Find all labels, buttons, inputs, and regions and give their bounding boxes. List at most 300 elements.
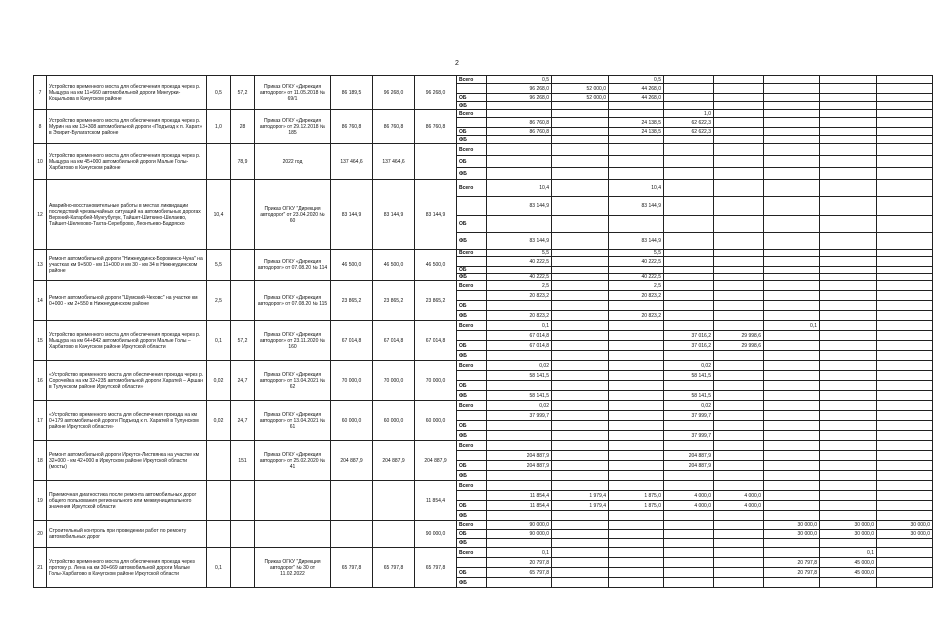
funding-cell	[714, 128, 764, 136]
row-number: 19	[34, 481, 47, 521]
funding-cell: 37 016,2	[664, 331, 714, 341]
funding-cell: 44 268,0	[609, 84, 664, 94]
funding-cell	[877, 511, 933, 521]
funding-cell	[764, 274, 820, 281]
funding-cell	[552, 274, 609, 281]
funding-cell	[487, 102, 552, 110]
funding-cell	[764, 110, 820, 118]
funding-source-label	[457, 451, 487, 461]
funding-cell	[820, 421, 877, 431]
funding-cell: 44 268,0	[609, 94, 664, 102]
area-value	[231, 250, 255, 281]
funding-cell	[764, 341, 820, 351]
object-description: Ремонт автомобильной дороги "Шумский-Чеховс" на участке км 0+000 - км 2+550 в Нижнеудинском районе	[47, 281, 207, 321]
funding-source-label: ОБ	[457, 501, 487, 511]
funding-source-label: ОБ	[457, 421, 487, 431]
funding-cell	[664, 136, 714, 144]
funding-cell	[487, 441, 552, 451]
funding-cell	[877, 250, 933, 257]
funding-cell	[764, 281, 820, 291]
funding-cell	[877, 311, 933, 321]
funding-cell	[664, 421, 714, 431]
funding-source-label: ФБ	[457, 471, 487, 481]
funding-source-label: ОБ	[457, 267, 487, 274]
funding-source-label: Всего	[457, 548, 487, 558]
row-number: 15	[34, 321, 47, 361]
funding-cell	[664, 291, 714, 301]
funding-source-label: Всего	[457, 321, 487, 331]
funding-cell	[609, 391, 664, 401]
funding-cell	[820, 451, 877, 461]
funding-cell	[764, 144, 820, 156]
funding-cell	[552, 168, 609, 180]
funding-cell: 204 887,9	[487, 451, 552, 461]
funding-cell	[764, 361, 820, 371]
funding-cell	[609, 568, 664, 578]
funding-source-label: ОБ	[457, 530, 487, 539]
funding-cell	[552, 351, 609, 361]
funding-cell	[764, 94, 820, 102]
funding-cell	[609, 144, 664, 156]
funding-source-label: ОБ	[457, 94, 487, 102]
total-cost: 86 760,8	[415, 110, 457, 144]
funding-cell	[714, 351, 764, 361]
table-row	[34, 281, 933, 291]
funding-cell	[877, 411, 933, 421]
funding-cell	[764, 233, 820, 250]
funding-cell	[714, 371, 764, 381]
funding-cell	[552, 233, 609, 250]
contract-cost: 204 887,9	[373, 441, 415, 481]
funding-source-label: Всего	[457, 250, 487, 257]
funding-cell	[820, 441, 877, 451]
funding-cell	[714, 267, 764, 274]
funding-cell	[487, 381, 552, 391]
funding-cell: 4 000,0	[664, 491, 714, 501]
funding-cell	[764, 301, 820, 311]
funding-cell	[877, 558, 933, 568]
funding-cell	[877, 491, 933, 501]
funding-cell	[714, 274, 764, 281]
funding-source-label: ФБ	[457, 431, 487, 441]
funding-cell	[609, 168, 664, 180]
funding-cell	[877, 197, 933, 216]
funding-cell	[664, 471, 714, 481]
funding-cell: 90 000,0	[487, 530, 552, 539]
funding-cell	[877, 216, 933, 233]
row-number: 7	[34, 76, 47, 110]
area-value	[231, 180, 255, 250]
funding-cell: 4 000,0	[714, 491, 764, 501]
area-value: 24,7	[231, 361, 255, 401]
funding-cell	[609, 267, 664, 274]
funding-cell	[714, 411, 764, 421]
object-description: Устройство временного моста для обеспечения проезда через р. Мыщура на км 45+000 автомобильной дороги Малые Голы-Харбатово в Качугском районе	[47, 144, 207, 180]
object-description: Устройство временного моста для обеспечения проезда через р. Мыщура на км 64+842 автомобильной дороги Малые Голы – Харбатово в Качугском районе Иркутской области	[47, 321, 207, 361]
funding-source-label	[457, 331, 487, 341]
funding-cell	[664, 94, 714, 102]
funding-cell	[664, 301, 714, 311]
funding-cell	[764, 118, 820, 128]
contract-cost: 67 014,8	[373, 321, 415, 361]
funding-cell	[487, 421, 552, 431]
funding-source-label: ФБ	[457, 391, 487, 401]
funding-cell	[877, 110, 933, 118]
funding-cell	[664, 441, 714, 451]
funding-cell	[877, 361, 933, 371]
funding-cell	[714, 136, 764, 144]
approval-document: Приказ ОГКУ «Дирекция автодорог» от 25.02.2020 № 41	[255, 441, 331, 481]
funding-cell	[877, 301, 933, 311]
row-number: 10	[34, 144, 47, 180]
funding-cell: 0,02	[664, 361, 714, 371]
funding-cell	[552, 578, 609, 588]
funding-cell	[877, 76, 933, 84]
funding-cell	[714, 156, 764, 168]
contract-cost: 23 865,2	[373, 281, 415, 321]
funding-cell	[764, 511, 820, 521]
contract-cost: 83 144,9	[373, 180, 415, 250]
funding-cell	[764, 411, 820, 421]
funding-cell	[552, 136, 609, 144]
funding-cell	[552, 511, 609, 521]
funding-cell: 0,5	[487, 76, 552, 84]
funding-cell: 0,1	[487, 321, 552, 331]
funding-source-label	[457, 118, 487, 128]
estimate-cost: 67 014,8	[331, 321, 373, 361]
approval-document: Приказ ОГКУ "Дирекция автодорог" № 30 от 11.02.2022	[255, 548, 331, 588]
area-value: 57,2	[231, 321, 255, 361]
funding-cell: 58 141,5	[487, 371, 552, 381]
funding-cell	[487, 301, 552, 311]
funding-source-label: Всего	[457, 361, 487, 371]
funding-cell	[552, 361, 609, 371]
funding-cell	[552, 568, 609, 578]
funding-cell	[714, 548, 764, 558]
object-description: Устройство временного моста для обеспечения проезда через р. Мурин на км 13+308 автомобильной дороги «Подъезд к п. Харат» в Эхирит-Булагатском районе	[47, 110, 207, 144]
funding-cell	[609, 451, 664, 461]
funding-cell	[609, 102, 664, 110]
funding-cell	[877, 128, 933, 136]
funding-cell	[714, 558, 764, 568]
funding-cell	[714, 511, 764, 521]
funding-cell	[877, 501, 933, 511]
funding-cell	[764, 197, 820, 216]
funding-cell	[609, 539, 664, 548]
funding-cell	[664, 250, 714, 257]
funding-cell	[552, 250, 609, 257]
approval-document: Приказ ОГКУ "Дирекция автодорог" от 23.04.2020 № 60	[255, 180, 331, 250]
funding-cell: 37 999,7	[664, 411, 714, 421]
area-value: 151	[231, 441, 255, 481]
funding-cell: 40 222,5	[609, 274, 664, 281]
funding-cell	[609, 441, 664, 451]
funding-cell: 45 000,0	[820, 558, 877, 568]
funding-cell	[609, 521, 664, 530]
funding-cell	[877, 441, 933, 451]
funding-cell: 20 823,2	[487, 311, 552, 321]
funding-cell	[609, 110, 664, 118]
funding-cell	[877, 371, 933, 381]
funding-cell: 1 979,4	[552, 491, 609, 501]
funding-cell	[552, 128, 609, 136]
funding-cell: 10,4	[609, 180, 664, 197]
funding-cell	[820, 321, 877, 331]
funding-cell	[664, 351, 714, 361]
length-km	[207, 521, 231, 548]
estimate-cost: 23 865,2	[331, 281, 373, 321]
funding-cell	[552, 331, 609, 341]
funding-cell	[552, 481, 609, 491]
row-number: 17	[34, 401, 47, 441]
funding-cell	[820, 411, 877, 421]
total-cost: 70 000,0	[415, 361, 457, 401]
funding-cell	[764, 180, 820, 197]
funding-cell	[714, 481, 764, 491]
total-cost: 11 854,4	[415, 481, 457, 521]
row-number: 16	[34, 361, 47, 401]
funding-cell	[609, 481, 664, 491]
funding-cell	[877, 257, 933, 267]
funding-cell	[764, 250, 820, 257]
funding-cell	[664, 102, 714, 110]
funding-cell	[552, 431, 609, 441]
approval-document: Приказ ОГКУ «Дирекция автодорог» от 07.08.20 № 114	[255, 250, 331, 281]
funding-cell	[552, 267, 609, 274]
funding-cell	[714, 281, 764, 291]
funding-cell: 2,5	[487, 281, 552, 291]
funding-cell: 37 016,2	[664, 341, 714, 351]
funding-source-label: ОБ	[457, 461, 487, 471]
funding-source-label	[457, 291, 487, 301]
funding-cell	[877, 291, 933, 301]
funding-cell: 0,02	[664, 401, 714, 411]
funding-cell: 10,4	[487, 180, 552, 197]
length-km: 0,1	[207, 548, 231, 588]
funding-source-label: ФБ	[457, 311, 487, 321]
row-number: 21	[34, 548, 47, 588]
funding-source-label: ОБ	[457, 156, 487, 168]
funding-cell	[664, 568, 714, 578]
funding-cell	[664, 281, 714, 291]
page-number: 2	[455, 60, 459, 67]
funding-cell	[820, 102, 877, 110]
approval-document: Приказ ОГКУ «Дирекция автодорог» от 07.08.20 № 115	[255, 281, 331, 321]
funding-cell	[552, 548, 609, 558]
funding-cell	[714, 568, 764, 578]
funding-cell	[664, 233, 714, 250]
length-km	[207, 144, 231, 180]
object-description: Строительный контроль при проведении работ по ремонту автомобильных дорог	[47, 521, 207, 548]
table-row	[34, 401, 933, 411]
length-km: 1,0	[207, 110, 231, 144]
funding-cell	[820, 267, 877, 274]
funding-cell	[552, 291, 609, 301]
funding-cell	[552, 102, 609, 110]
funding-cell	[664, 511, 714, 521]
funding-cell	[764, 461, 820, 471]
funding-cell	[820, 281, 877, 291]
length-km	[207, 441, 231, 481]
funding-cell: 2,5	[609, 281, 664, 291]
approval-document	[255, 481, 331, 521]
funding-cell: 1 875,0	[609, 491, 664, 501]
funding-cell	[609, 341, 664, 351]
funding-cell	[664, 578, 714, 588]
funding-cell	[714, 431, 764, 441]
funding-source-label: Всего	[457, 144, 487, 156]
funding-cell: 20 823,2	[609, 291, 664, 301]
funding-cell	[877, 401, 933, 411]
funding-cell	[764, 311, 820, 321]
estimate-cost	[331, 521, 373, 548]
funding-cell	[664, 548, 714, 558]
funding-cell	[877, 431, 933, 441]
funding-cell	[609, 471, 664, 481]
funding-source-label: ОБ	[457, 381, 487, 391]
funding-cell	[714, 471, 764, 481]
funding-cell	[552, 281, 609, 291]
funding-cell: 58 141,5	[664, 371, 714, 381]
funding-cell	[764, 84, 820, 94]
estimate-cost: 83 144,9	[331, 180, 373, 250]
funding-cell	[764, 441, 820, 451]
funding-cell	[714, 578, 764, 588]
funding-cell	[714, 301, 764, 311]
funding-cell: 0,1	[764, 321, 820, 331]
funding-cell: 86 760,8	[487, 118, 552, 128]
funding-cell	[714, 144, 764, 156]
total-cost	[415, 144, 457, 180]
funding-cell	[487, 144, 552, 156]
funding-cell	[609, 351, 664, 361]
length-km: 0,02	[207, 361, 231, 401]
funding-cell	[714, 461, 764, 471]
funding-cell	[714, 84, 764, 94]
funding-cell	[609, 558, 664, 568]
funding-cell	[820, 491, 877, 501]
funding-cell	[764, 578, 820, 588]
area-value	[231, 481, 255, 521]
funding-cell: 30 000,0	[820, 521, 877, 530]
funding-cell	[609, 401, 664, 411]
funding-cell	[552, 144, 609, 156]
funding-cell	[820, 136, 877, 144]
funding-cell	[552, 411, 609, 421]
funding-cell	[877, 118, 933, 128]
funding-source-label	[457, 257, 487, 267]
estimate-cost: 65 797,8	[331, 548, 373, 588]
object-description: «Устройство временного моста для обеспечения проезда через р. Сорочейка на км 32+235 автомобильной дороги Харатей – Аршан в Тулунском районе Иркутской области»	[47, 361, 207, 401]
funding-cell: 86 760,8	[487, 128, 552, 136]
funding-cell	[764, 216, 820, 233]
funding-cell	[664, 216, 714, 233]
table-row	[34, 76, 933, 84]
funding-cell	[764, 401, 820, 411]
funding-cell: 204 887,9	[664, 461, 714, 471]
funding-cell	[877, 481, 933, 491]
funding-cell	[820, 257, 877, 267]
funding-cell	[552, 341, 609, 351]
area-value	[231, 281, 255, 321]
funding-cell	[714, 180, 764, 197]
funding-cell	[877, 391, 933, 401]
funding-cell	[764, 481, 820, 491]
funding-cell: 4 000,0	[714, 501, 764, 511]
funding-cell	[764, 291, 820, 301]
funding-cell: 37 999,7	[487, 411, 552, 421]
length-km	[207, 481, 231, 521]
funding-cell	[764, 431, 820, 441]
funding-cell: 11 854,4	[487, 491, 552, 501]
funding-cell	[609, 371, 664, 381]
funding-cell	[714, 233, 764, 250]
funding-cell: 29 998,6	[714, 341, 764, 351]
funding-cell	[609, 136, 664, 144]
funding-cell	[664, 558, 714, 568]
row-number: 8	[34, 110, 47, 144]
funding-cell	[764, 381, 820, 391]
funding-cell	[877, 84, 933, 94]
funding-cell: 90 000,0	[487, 521, 552, 530]
funding-cell	[877, 578, 933, 588]
total-cost: 46 500,0	[415, 250, 457, 281]
funding-cell: 1,0	[664, 110, 714, 118]
funding-source-label: ФБ	[457, 168, 487, 180]
funding-cell	[764, 421, 820, 431]
funding-source-label	[457, 197, 487, 216]
funding-cell	[664, 521, 714, 530]
table-row	[34, 481, 933, 491]
funding-cell	[552, 521, 609, 530]
funding-cell	[664, 197, 714, 216]
funding-cell	[877, 451, 933, 461]
funding-cell	[820, 168, 877, 180]
funding-source-label	[457, 558, 487, 568]
funding-cell	[820, 461, 877, 471]
funding-cell	[714, 391, 764, 401]
funding-cell	[609, 216, 664, 233]
funding-cell	[820, 144, 877, 156]
funding-cell: 40 222,5	[609, 257, 664, 267]
approval-document: Приказ ОГКУ «Дирекция автодорог» от 13.04.2021 № 62	[255, 361, 331, 401]
funding-cell	[877, 381, 933, 391]
funding-cell	[664, 168, 714, 180]
funding-cell	[664, 381, 714, 391]
funding-cell	[714, 197, 764, 216]
funding-cell	[820, 84, 877, 94]
funding-cell	[552, 257, 609, 267]
funding-cell	[552, 197, 609, 216]
funding-source-label: ФБ	[457, 233, 487, 250]
funding-cell	[487, 539, 552, 548]
funding-cell: 5,5	[609, 250, 664, 257]
funding-cell	[820, 481, 877, 491]
funding-cell	[764, 471, 820, 481]
total-cost: 60 000,0	[415, 401, 457, 441]
funding-cell	[609, 431, 664, 441]
funding-cell	[877, 461, 933, 471]
contract-cost: 86 760,8	[373, 110, 415, 144]
funding-cell	[552, 558, 609, 568]
estimate-cost: 204 887,9	[331, 441, 373, 481]
funding-cell	[552, 539, 609, 548]
funding-cell	[552, 321, 609, 331]
object-description: Устройство временного моста для обеспечения проезда через р. Мыщура на км 11+660 автомобильной дороги Мингурки-Коцыльова в Качугском районе	[47, 76, 207, 110]
table-row	[34, 441, 933, 451]
funding-cell	[877, 156, 933, 168]
funding-cell	[714, 401, 764, 411]
